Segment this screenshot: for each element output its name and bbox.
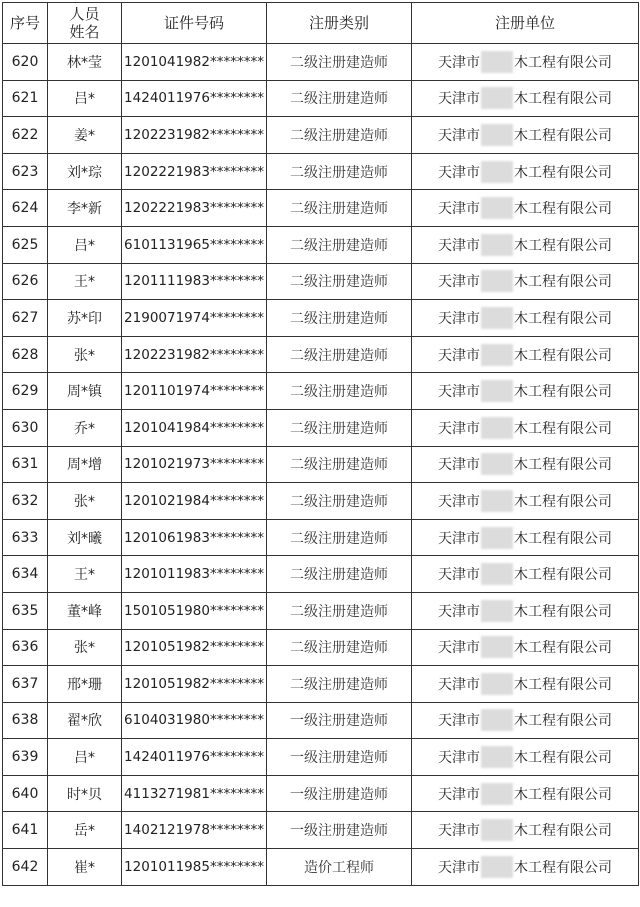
cell-id-number: 1501051980******** xyxy=(122,592,267,629)
table-row xyxy=(3,666,639,703)
cell-unit xyxy=(412,446,639,483)
cell-id-number: 1202231982******** xyxy=(122,117,267,154)
unit-prefix: 天津市 xyxy=(438,164,480,181)
unit-suffix: 木工程有限公司 xyxy=(514,237,612,254)
unit-suffix: 木工程有限公司 xyxy=(514,823,612,840)
cell-category: 二级注册建造师 xyxy=(267,556,412,593)
cell-id-number: 1201061983******** xyxy=(122,519,267,556)
unit-prefix: 天津市 xyxy=(438,493,480,510)
registration-table xyxy=(2,2,639,886)
redacted-block xyxy=(481,197,513,219)
unit-text xyxy=(438,380,612,402)
unit-text xyxy=(438,563,612,585)
table-row xyxy=(3,153,639,190)
table-row xyxy=(3,80,639,117)
cell-id-number: 6104031980******** xyxy=(122,702,267,739)
unit-suffix: 木工程有限公司 xyxy=(514,420,612,437)
cell-name: 乔* xyxy=(48,409,122,446)
cell-name: 苏*印 xyxy=(48,300,122,337)
redacted-block xyxy=(481,819,513,841)
redacted-block xyxy=(481,600,513,622)
redacted-block xyxy=(481,124,513,146)
cell-name: 王* xyxy=(48,556,122,593)
redacted-block xyxy=(481,673,513,695)
unit-prefix: 天津市 xyxy=(438,237,480,254)
table-row xyxy=(3,409,639,446)
cell-unit xyxy=(412,373,639,410)
cell-seq: 633 xyxy=(3,519,48,556)
cell-unit xyxy=(412,812,639,849)
table-body xyxy=(3,44,639,886)
unit-text xyxy=(438,527,612,549)
table-row xyxy=(3,117,639,154)
cell-category: 二级注册建造师 xyxy=(267,519,412,556)
unit-prefix: 天津市 xyxy=(438,384,480,401)
table-row xyxy=(3,629,639,666)
header-id: 证件号码 xyxy=(122,3,267,44)
table-row xyxy=(3,849,639,886)
cell-id-number: 1201051982******** xyxy=(122,629,267,666)
cell-name: 王* xyxy=(48,263,122,300)
cell-unit xyxy=(412,556,639,593)
unit-text xyxy=(438,819,612,841)
cell-unit xyxy=(412,519,639,556)
cell-unit xyxy=(412,300,639,337)
unit-text xyxy=(438,270,612,292)
cell-unit xyxy=(412,117,639,154)
cell-name: 吕* xyxy=(48,80,122,117)
cell-seq: 630 xyxy=(3,409,48,446)
redacted-block xyxy=(481,51,513,73)
cell-seq: 640 xyxy=(3,775,48,812)
cell-id-number: 1202221983******** xyxy=(122,153,267,190)
unit-text xyxy=(438,234,612,256)
table-row xyxy=(3,519,639,556)
cell-category: 二级注册建造师 xyxy=(267,80,412,117)
cell-id-number: 1201041984******** xyxy=(122,409,267,446)
unit-suffix: 木工程有限公司 xyxy=(514,603,612,620)
unit-suffix: 木工程有限公司 xyxy=(514,750,612,767)
cell-category: 二级注册建造师 xyxy=(267,446,412,483)
cell-seq: 622 xyxy=(3,117,48,154)
unit-prefix: 天津市 xyxy=(438,786,480,803)
unit-prefix: 天津市 xyxy=(438,603,480,620)
unit-suffix: 木工程有限公司 xyxy=(514,567,612,584)
unit-suffix: 木工程有限公司 xyxy=(514,384,612,401)
unit-prefix: 天津市 xyxy=(438,127,480,144)
cell-category: 二级注册建造师 xyxy=(267,409,412,446)
cell-unit xyxy=(412,80,639,117)
cell-name: 刘*曦 xyxy=(48,519,122,556)
redacted-block xyxy=(481,746,513,768)
unit-text xyxy=(438,490,612,512)
cell-name: 张* xyxy=(48,336,122,373)
cell-category: 二级注册建造师 xyxy=(267,190,412,227)
redacted-block xyxy=(481,417,513,439)
redacted-block xyxy=(481,307,513,329)
unit-text xyxy=(438,600,612,622)
cell-seq: 642 xyxy=(3,849,48,886)
unit-text xyxy=(438,307,612,329)
cell-name: 李*新 xyxy=(48,190,122,227)
cell-unit xyxy=(412,849,639,886)
cell-name: 邢*珊 xyxy=(48,666,122,703)
unit-prefix: 天津市 xyxy=(438,347,480,364)
table-row xyxy=(3,483,639,520)
cell-unit xyxy=(412,336,639,373)
cell-seq: 624 xyxy=(3,190,48,227)
cell-category: 造价工程师 xyxy=(267,849,412,886)
unit-prefix: 天津市 xyxy=(438,859,480,876)
cell-category: 一级注册建造师 xyxy=(267,775,412,812)
table-row xyxy=(3,226,639,263)
cell-name: 吕* xyxy=(48,739,122,776)
cell-name: 吕* xyxy=(48,226,122,263)
cell-name: 翟*欣 xyxy=(48,702,122,739)
cell-unit xyxy=(412,263,639,300)
cell-id-number: 1424011976******** xyxy=(122,739,267,776)
unit-suffix: 木工程有限公司 xyxy=(514,640,612,657)
unit-text xyxy=(438,197,612,219)
table-row xyxy=(3,373,639,410)
cell-unit xyxy=(412,739,639,776)
cell-seq: 638 xyxy=(3,702,48,739)
cell-seq: 632 xyxy=(3,483,48,520)
cell-category: 一级注册建造师 xyxy=(267,812,412,849)
cell-name: 姜* xyxy=(48,117,122,154)
cell-category: 二级注册建造师 xyxy=(267,666,412,703)
cell-unit xyxy=(412,44,639,81)
cell-unit xyxy=(412,666,639,703)
cell-unit xyxy=(412,226,639,263)
unit-suffix: 木工程有限公司 xyxy=(514,164,612,181)
cell-name: 周*镇 xyxy=(48,373,122,410)
cell-category: 一级注册建造师 xyxy=(267,739,412,776)
cell-name: 董*峰 xyxy=(48,592,122,629)
cell-seq: 626 xyxy=(3,263,48,300)
unit-suffix: 木工程有限公司 xyxy=(514,786,612,803)
unit-suffix: 木工程有限公司 xyxy=(514,457,612,474)
table-row xyxy=(3,702,639,739)
redacted-block xyxy=(481,344,513,366)
unit-suffix: 木工程有限公司 xyxy=(514,54,612,71)
cell-name: 岳* xyxy=(48,812,122,849)
cell-id-number: 1201011983******** xyxy=(122,556,267,593)
unit-prefix: 天津市 xyxy=(438,567,480,584)
redacted-block xyxy=(481,161,513,183)
cell-category: 二级注册建造师 xyxy=(267,153,412,190)
cell-seq: 636 xyxy=(3,629,48,666)
cell-name: 周*增 xyxy=(48,446,122,483)
unit-text xyxy=(438,746,612,768)
cell-unit xyxy=(412,702,639,739)
cell-id-number: 1402121978******** xyxy=(122,812,267,849)
cell-category: 二级注册建造师 xyxy=(267,226,412,263)
cell-id-number: 1424011976******** xyxy=(122,80,267,117)
table-header-row xyxy=(3,3,639,44)
unit-text xyxy=(438,87,612,109)
table-row xyxy=(3,592,639,629)
unit-suffix: 木工程有限公司 xyxy=(514,530,612,547)
cell-name: 时*贝 xyxy=(48,775,122,812)
unit-prefix: 天津市 xyxy=(438,310,480,327)
cell-seq: 634 xyxy=(3,556,48,593)
table-row xyxy=(3,44,639,81)
unit-suffix: 木工程有限公司 xyxy=(514,274,612,291)
unit-prefix: 天津市 xyxy=(438,640,480,657)
table-row xyxy=(3,336,639,373)
unit-prefix: 天津市 xyxy=(438,420,480,437)
unit-prefix: 天津市 xyxy=(438,750,480,767)
cell-unit xyxy=(412,775,639,812)
cell-seq: 639 xyxy=(3,739,48,776)
cell-id-number: 1201011985******** xyxy=(122,849,267,886)
unit-prefix: 天津市 xyxy=(438,274,480,291)
cell-name: 张* xyxy=(48,483,122,520)
cell-id-number: 1201101974******** xyxy=(122,373,267,410)
redacted-block xyxy=(481,783,513,805)
cell-category: 二级注册建造师 xyxy=(267,373,412,410)
cell-category: 二级注册建造师 xyxy=(267,44,412,81)
cell-id-number: 6101131965******** xyxy=(122,226,267,263)
redacted-block xyxy=(481,527,513,549)
unit-suffix: 木工程有限公司 xyxy=(514,310,612,327)
table-row xyxy=(3,300,639,337)
header-name-line1: 人员 xyxy=(69,5,100,23)
table-row xyxy=(3,263,639,300)
cell-id-number: 1201111983******** xyxy=(122,263,267,300)
cell-unit xyxy=(412,190,639,227)
cell-id-number: 1201021984******** xyxy=(122,483,267,520)
cell-id-number: 2190071974******** xyxy=(122,300,267,337)
table-row xyxy=(3,739,639,776)
cell-seq: 628 xyxy=(3,336,48,373)
unit-prefix: 天津市 xyxy=(438,713,480,730)
cell-category: 二级注册建造师 xyxy=(267,629,412,666)
unit-text xyxy=(438,161,612,183)
unit-text xyxy=(438,709,612,731)
table-row xyxy=(3,812,639,849)
unit-text xyxy=(438,783,612,805)
cell-seq: 635 xyxy=(3,592,48,629)
header-seq: 序号 xyxy=(3,3,48,44)
redacted-block xyxy=(481,709,513,731)
redacted-block xyxy=(481,453,513,475)
cell-category: 二级注册建造师 xyxy=(267,336,412,373)
cell-unit xyxy=(412,629,639,666)
unit-text xyxy=(438,51,612,73)
unit-suffix: 木工程有限公司 xyxy=(514,493,612,510)
table-row xyxy=(3,775,639,812)
unit-prefix: 天津市 xyxy=(438,91,480,108)
cell-name: 张* xyxy=(48,629,122,666)
cell-seq: 637 xyxy=(3,666,48,703)
unit-text xyxy=(438,124,612,146)
unit-text xyxy=(438,856,612,878)
redacted-block xyxy=(481,234,513,256)
cell-name: 林*莹 xyxy=(48,44,122,81)
cell-unit xyxy=(412,153,639,190)
redacted-block xyxy=(481,490,513,512)
cell-id-number: 1201041982******** xyxy=(122,44,267,81)
cell-seq: 631 xyxy=(3,446,48,483)
table-row xyxy=(3,556,639,593)
redacted-block xyxy=(481,636,513,658)
cell-unit xyxy=(412,409,639,446)
cell-unit xyxy=(412,592,639,629)
redacted-block xyxy=(481,563,513,585)
cell-seq: 629 xyxy=(3,373,48,410)
cell-name: 刘*琮 xyxy=(48,153,122,190)
table-row xyxy=(3,190,639,227)
cell-seq: 641 xyxy=(3,812,48,849)
cell-seq: 621 xyxy=(3,80,48,117)
cell-id-number: 1201021973******** xyxy=(122,446,267,483)
unit-text xyxy=(438,673,612,695)
header-unit: 注册单位 xyxy=(412,3,639,44)
redacted-block xyxy=(481,380,513,402)
cell-seq: 623 xyxy=(3,153,48,190)
cell-seq: 620 xyxy=(3,44,48,81)
cell-category: 二级注册建造师 xyxy=(267,117,412,154)
unit-suffix: 木工程有限公司 xyxy=(514,859,612,876)
redacted-block xyxy=(481,87,513,109)
cell-unit xyxy=(412,483,639,520)
unit-prefix: 天津市 xyxy=(438,823,480,840)
unit-prefix: 天津市 xyxy=(438,530,480,547)
cell-seq: 627 xyxy=(3,300,48,337)
unit-suffix: 木工程有限公司 xyxy=(514,347,612,364)
header-name xyxy=(48,3,122,44)
unit-text xyxy=(438,636,612,658)
cell-category: 二级注册建造师 xyxy=(267,483,412,520)
cell-category: 二级注册建造师 xyxy=(267,263,412,300)
unit-text xyxy=(438,453,612,475)
cell-category: 二级注册建造师 xyxy=(267,300,412,337)
cell-category: 一级注册建造师 xyxy=(267,702,412,739)
unit-text xyxy=(438,344,612,366)
table-row xyxy=(3,446,639,483)
cell-id-number: 4113271981******** xyxy=(122,775,267,812)
cell-id-number: 1202221983******** xyxy=(122,190,267,227)
unit-suffix: 木工程有限公司 xyxy=(514,127,612,144)
unit-prefix: 天津市 xyxy=(438,54,480,71)
cell-name: 崔* xyxy=(48,849,122,886)
unit-prefix: 天津市 xyxy=(438,457,480,474)
unit-suffix: 木工程有限公司 xyxy=(514,676,612,693)
unit-prefix: 天津市 xyxy=(438,201,480,218)
unit-suffix: 木工程有限公司 xyxy=(514,91,612,108)
cell-id-number: 1202231982******** xyxy=(122,336,267,373)
cell-id-number: 1201051982******** xyxy=(122,666,267,703)
unit-prefix: 天津市 xyxy=(438,676,480,693)
header-category: 注册类别 xyxy=(267,3,412,44)
redacted-block xyxy=(481,270,513,292)
unit-suffix: 木工程有限公司 xyxy=(514,713,612,730)
cell-seq: 625 xyxy=(3,226,48,263)
cell-category: 二级注册建造师 xyxy=(267,592,412,629)
unit-text xyxy=(438,417,612,439)
header-name-line2: 姓名 xyxy=(69,23,100,41)
unit-suffix: 木工程有限公司 xyxy=(514,201,612,218)
redacted-block xyxy=(481,856,513,878)
